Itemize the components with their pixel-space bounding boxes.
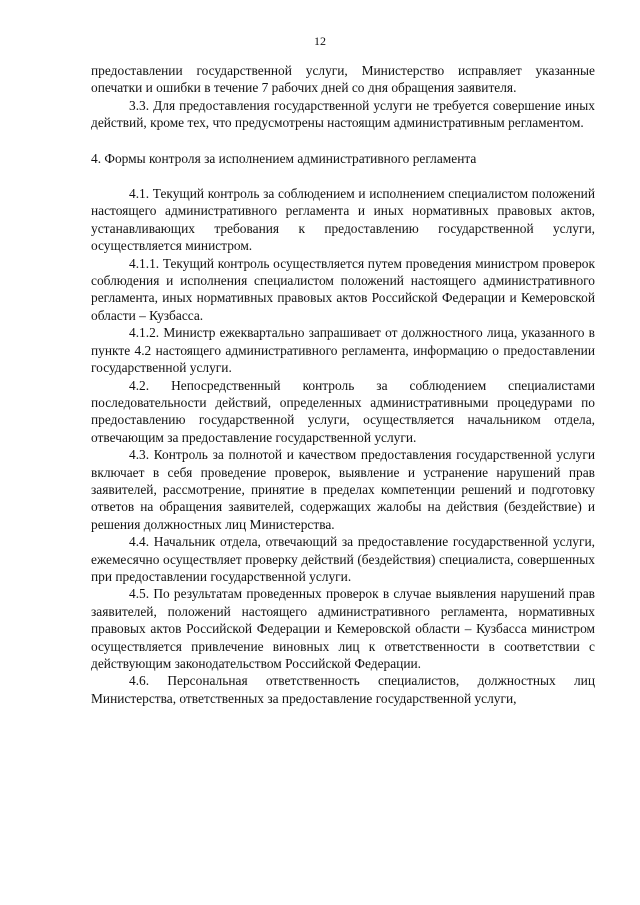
- paragraph-4-1-2: 4.1.2. Министр ежеквартально запрашивает от должностного лица, указанного в пункте 4.2 настоящего административного регламента, информацию о предоставлении государственной услуги.: [91, 325, 595, 376]
- paragraph-4-1: 4.1. Текущий контроль за соблюдением и исполнением специалистом положений настоящего административного регламента и иных нормативных правовых актов, устанавливающих требования к предоставлению государственной услуги, осуществляется министром.: [91, 186, 595, 254]
- page-number: 12: [314, 34, 326, 48]
- paragraph-3-3: 3.3. Для предоставления государственной услуги не требуется совершение иных действий, кроме тех, что предусмотрены настоящим административным регламентом.: [91, 97, 595, 131]
- paragraph-4-2: 4.2. Непосредственный контроль за соблюдением специалистами последовательности действий, определенных административными процедурами по предоставлению государственной услуги, осуществляется начальником отдела, отвечающим за предоставление государственной услуги.: [91, 377, 595, 445]
- paragraph-4-3: 4.3. Контроль за полнотой и качеством предоставления государственной услуги включает в себя проведение проверок, выявление и устранение нарушений прав заявителей, рассмотрение, принятие в пределах компетенции решений и подготовку ответов на обращения заявителей, содержащих жалобы на действия (бездействие) и решения должностных лиц Министерства.: [91, 447, 595, 532]
- document-body: [91, 62, 595, 707]
- paragraph-4-6: 4.6. Персональная ответственность специалистов, должностных лиц Министерства, ответственных за предоставление государственной услуги,: [91, 673, 595, 706]
- paragraph-4-4: 4.4. Начальник отдела, отвечающий за предоставление государственной услуги, ежемесячно осуществляет проверку действий (бездействия) специалиста, совершенных при предоставлении государственной услуги.: [91, 534, 595, 584]
- paragraph-4-5: 4.5. По результатам проведенных проверок в случае выявления нарушений прав заявителей, положений настоящего административного регламента, нормативных правовых актов Российской Федерации и Кемеровской области – Кузбасса министром осуществляется привлечение виновных лиц к ответственности в соответствии с действующим законодательством Российской Федерации.: [91, 586, 595, 671]
- paragraph-continued: предоставлении государственной услуги, Министерство исправляет указанные опечатки и ошибки в течение 7 рабочих дней со дня обращения заявителя.: [91, 63, 595, 96]
- section-heading: 4. Формы контроля за исполнением административного регламента: [91, 150, 477, 166]
- paragraph-4-1-1: 4.1.1. Текущий контроль осуществляется путем проведения министром проверок соблюдения и исполнения специалистом положений настоящего административного регламента, иных нормативных правовых актов Российской Федерации и Кемеровской области – Кузбасса.: [91, 255, 595, 323]
